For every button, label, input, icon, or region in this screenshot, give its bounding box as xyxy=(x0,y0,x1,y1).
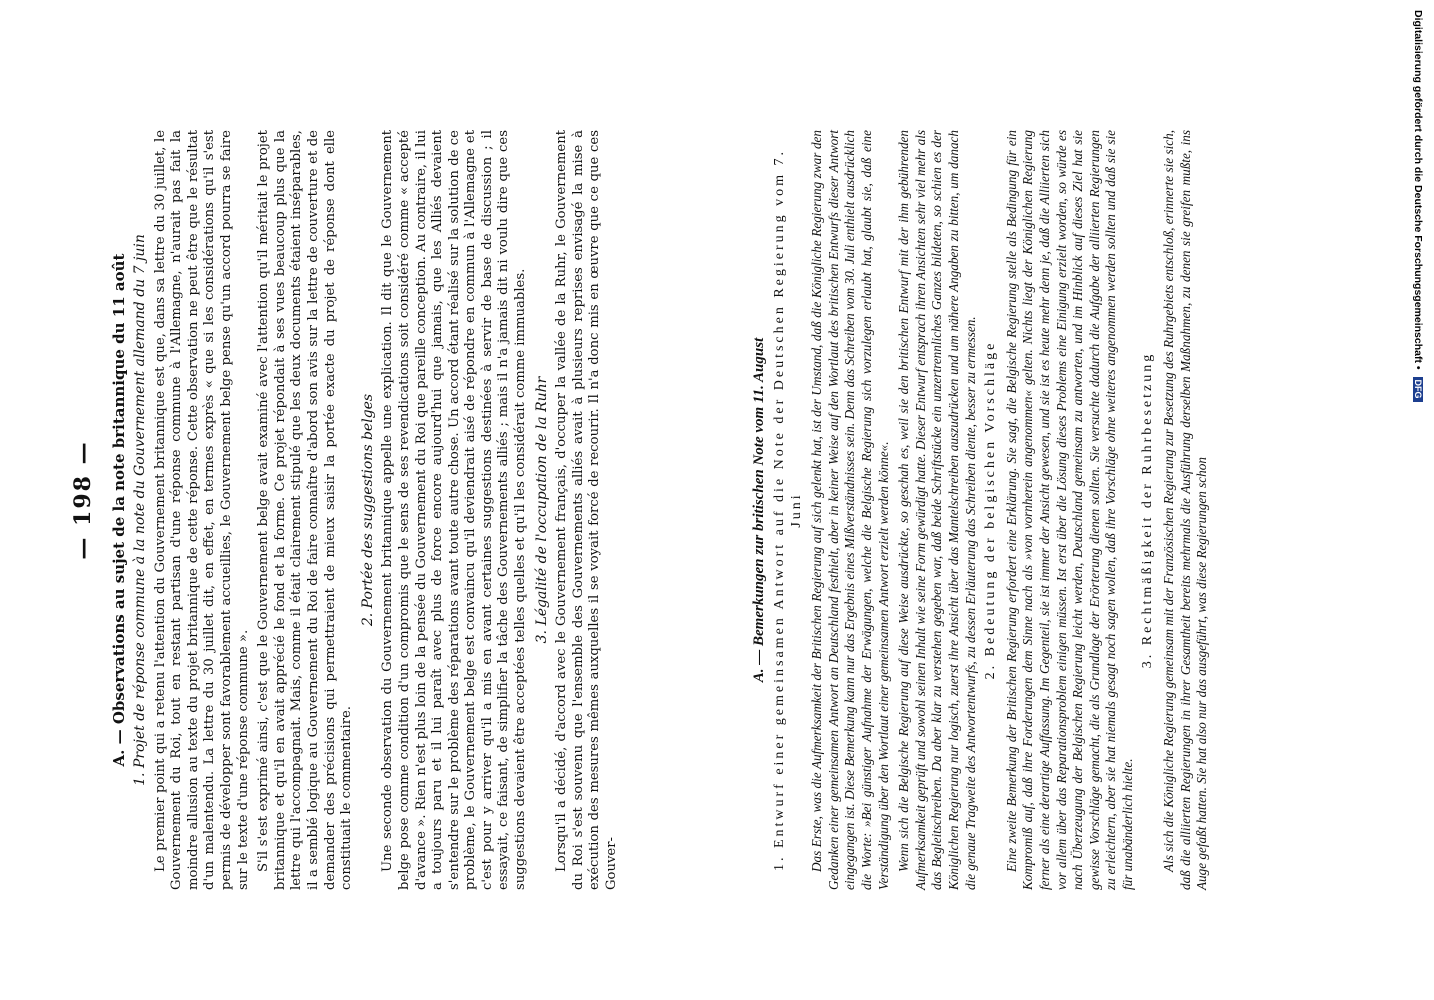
french-paragraph: Une seconde observation du Gouvernement britannique appelle une explication. Il dit que le Gouvernement belge pose comme condition d'un compromis que le sens de ses revendications soit considéré comme « accepté d'avance ». Rien n'est plus loin de la pensée du Gouvernement du Roi que pareille conception. Au contraire, il lui a toujours paru et il lui paraît avec plus de force encore aujourd'hui que jamais, que les Alliés devaient s'entendre sur le problème des réparations avant toute autre chose. Un accord étant réalisé sur la solution de ce problème, le Gouvernement belge est convaincu qu'il deviendrait aisé de répondre en commun à l'Allemagne et c'est pour y arriver qu'il a mis en avant certaines suggestions destinées à servir de base de discussion ; il essayait, ce faisant, de simplifier la tâche des Gouvernements alliés ; mais il n'a jamais dit ni voulu dire que ces suggestions devaient être acceptées telles quelles et qu'il les considérait comme immuables. xyxy=(380,130,529,890)
german-section-3-title: 3. Rechtmäßigkeit der Ruhrbesetzung xyxy=(1140,351,1156,669)
digitization-credit xyxy=(1410,10,1424,1000)
german-column xyxy=(750,130,1215,890)
dfg-logo: DFG xyxy=(1413,377,1423,402)
german-paragraph: Das Erste, was die Aufmerksamkeit der Britischen Regierung auf sich gelenkt hat, ist der Umstand, daß die Königliche Regierung zwar den Gedanken einer gemeinsamen Antwort an Deutschland festhielt, aber in keiner Weise auf den Wortlaut des britischen Entwurfs dieser Antwort eingegangen ist. Diese Bemerkung kann nur das Ergebnis eines Mißverständnisses sein. Denn das Schreiben vom 30. Juli enthielt ausdrücklich die Worte: »Bei günstiger Aufnahme der Erwägungen, welche die Belgische Regierung sich vorzulegen erlaubt hat, glaubt sie, daß eine Verständigung über den Wortlaut einer gemeinsamen Antwort erzielt werden könne«. xyxy=(809,130,891,890)
german-section-1-title: 1. Entwurf einer gemeinsamen Antwort auf die Note der Deutschen Regierung vom 7. Juni xyxy=(772,148,804,872)
french-section-3-title: 3. Légalité de l'occupation de la Ruhr xyxy=(533,376,550,644)
french-paragraph: Le premier point qui a retenu l'attention du Gouvernement britannique est que, dans sa lettre du 30 juillet, le Gouvernement du Roi, tout en restant partisan d'une réponse commune à l'Allemagne, n'aurait pas fait la moindre allusion au texte du projet britannique de cette réponse. Cette observation ne peut être que le résultat d'un malentendu. La lettre du 30 juillet dit, en effet, en termes exprès « que si les considérations qu'il s'est permis de développer sont favorablement accueillies, le Gouvernement belge pense qu'un accord pourra se faire sur le texte d'une réponse commune ». xyxy=(152,130,251,890)
french-paragraph: S'il s'est exprimé ainsi, c'est que le Gouvernement belge avait examiné avec l'attention qu'il méritait le projet britannique et qu'il en avait apprécié le fond et la forme. Ce projet répondait à ses vues beaucoup plus que la lettre qui l'accompagnait. Mais, comme il était clairement stipulé que les deux documents étaient inséparables, il a semblé logique au Gouvernement du Roi de faire connaître d'abord son avis sur la lettre de couverture et de demander des précisions qui permettraient de mieux saisir la portée exacte du projet de réponse dont elle constituait le commentaire. xyxy=(256,130,355,890)
german-paragraph: Als sich die Königliche Regierung gemeinsam mit der Französischen Regierung zur Besetzung des Ruhrgebiets entschloß, erinnerte sie sich, daß die alliierten Regierungen in ihrer Gesamtheit bereits mehrmals die Ausführung derselben Maßnahmen, zu denen sie greifen mußte, ins Auge gefaßt hatten. Sie hat also nur das ausgeführt, was diese Regierungen schon xyxy=(1161,130,1210,890)
rotated-page-content xyxy=(70,110,1370,890)
french-heading: A. — Observations au sujet de la note britannique du 11 août xyxy=(110,253,128,767)
french-column xyxy=(110,130,625,890)
german-paragraph: Eine zweite Bemerkung der Britischen Regierung erfordert eine Erklärung. Sie sagt, die Belgische Regierung stelle als Bedingung für ein Kompromiß auf, daß ihre Forderungen dem Sinne nach als »von vornherein angenommen« gelten. Nichts liegt der Königlichen Regierung ferner als eine derartige Auffassung. Im Gegenteil, sie ist immer der Ansicht gewesen, und sie ist es heute mehr denn je, daß die Alliierten sich vor allem über das Reparationsproblem einigen müssen. Ist erst über die Lösung dieses Problems eine Einigung erzielt worden, so würde es nach Überzeugung der Belgischen Regierung leicht werden, Deutschland gemeinsam zu antworten, und im Hinblick auf dieses Ziel hat sie gewisse Vorschläge gemacht, die als Grundlage der Erörterung dienen sollten. Sie versuchte dadurch die Aufgabe der alliierten Regierungen zu erleichtern, aber sie hat niemals gesagt noch sagen wollen, daß ihre Vorschläge ohne weiteres angenommen werden sollten und daß sie sie für unabänderlich hielte. xyxy=(1003,130,1135,890)
page-number: — 198 — xyxy=(70,440,96,560)
german-paragraph: Wenn sich die Belgische Regierung auf diese Weise ausdrückte, so geschah es, weil sie den britischen Entwurf mit der ihm gebührenden Aufmerksamkeit geprüft und sowohl seinen Inhalt wie seine Form gewürdigt hatte. Dieser Entwurf entsprach ihren Ansichten sehr viel mehr als das Begleitschreiben. Da aber klar zu verstehen gegeben war, daß beide Schriftstücke ein unzertrennliches Ganzes bildeten, so schien es der Königlichen Regierung nur logisch, zuerst ihre Ansicht über das Mantelschreiben auszudrücken und um nähere Angaben zu bitten, um danach die genaue Tragweite des Antwortentwurfs, zu dessen Erläuterung das Schreiben diente, besser zu ermessen. xyxy=(896,130,978,890)
german-section-2-title: 2. Bedeutung der belgischen Vorschläge xyxy=(983,340,999,680)
french-section-1-title: 1. Projet de réponse commune à la note du Gouvernement allemand du 7 juin xyxy=(132,234,148,786)
french-paragraph: Lorsqu'il a décidé, d'accord avec le Gouvernement français, d'occuper la vallée de la Ruhr, le Gouvernement du Roi s'est souvenu que l'ensemble des Gouvernements alliés avait à plusieurs reprises envisagé la mise à exécution des mesures mêmes auxquelles il se voyait forcé de recourir. Il n'a donc mis en œuvre que ce que ces Gouver- xyxy=(554,130,620,890)
french-section-2-title: 2. Portée des suggestions belges xyxy=(359,393,376,627)
credit-text: Digitalisierung gefördert durch die Deutsche Forschungsgemeinschaft • xyxy=(1412,10,1424,370)
german-heading: A. — Bemerkungen zur britischen Note vom 11. August xyxy=(751,337,767,683)
